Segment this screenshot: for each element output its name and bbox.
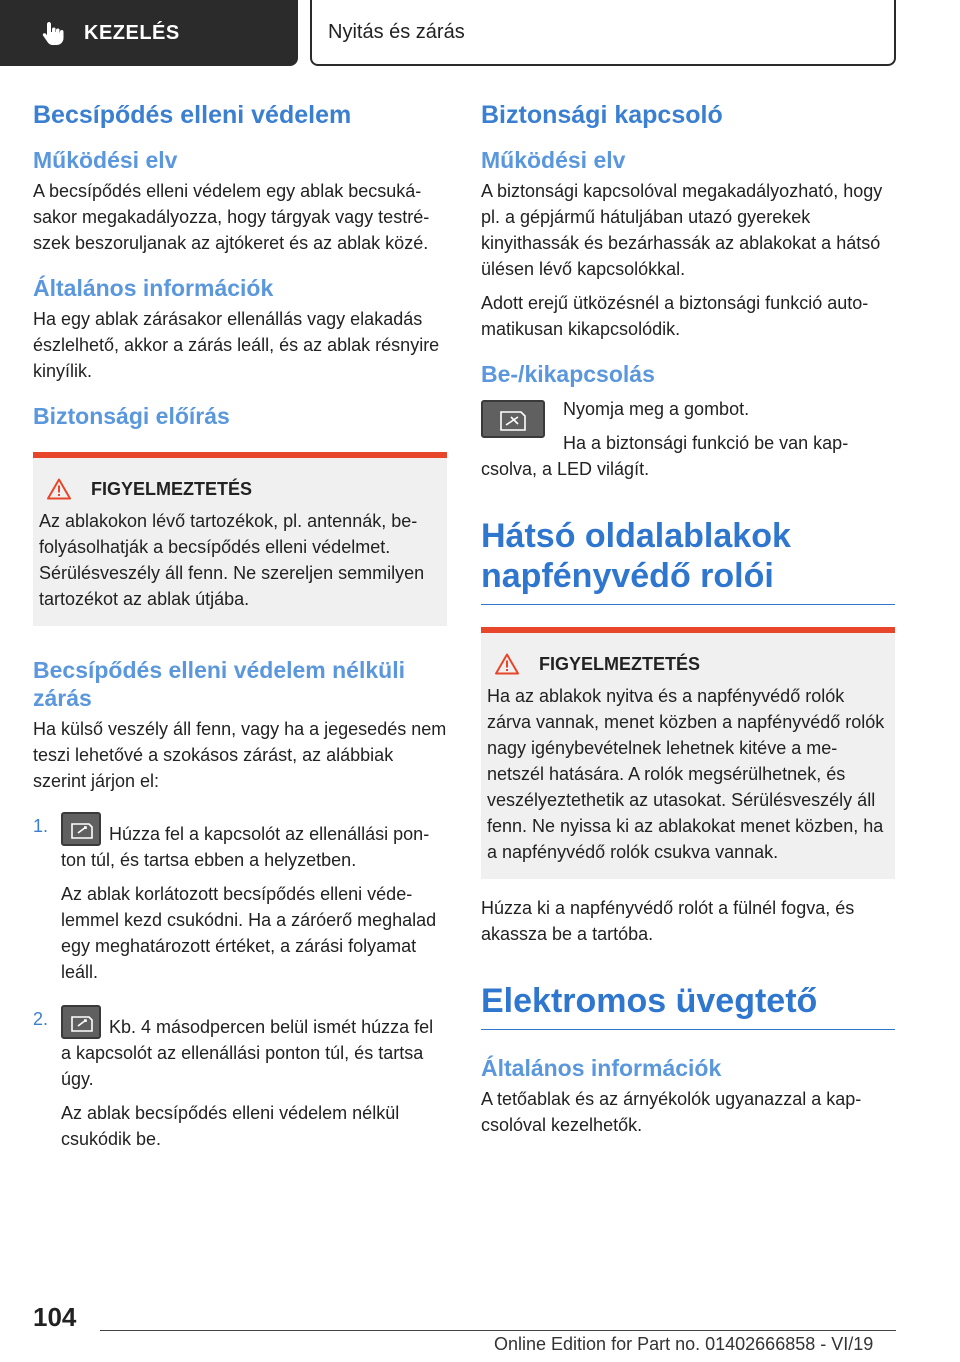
step-number: 2. xyxy=(33,1009,49,1029)
without-protection-heading: Becsípődés elleni védelem nélküli zárás xyxy=(33,657,405,711)
general-info-heading: Általános információk xyxy=(33,275,274,301)
warning-triangle-icon xyxy=(495,653,519,675)
warning-title: FIGYELMEZTETÉS xyxy=(91,478,253,499)
sun-blinds-title: Hátsó oldalablakok napfényvédő rolói xyxy=(481,516,895,605)
without-protection-text: Ha külső veszély áll fenn, vagy ha a jegesedés nem teszi lehetővé a szokásos zárást, az alábbiak szerint járjon el: xyxy=(33,719,447,791)
general-info-text: A tetőablak és az árnyékolók ugyanazzal a kapcsolóval kezelhetők. xyxy=(481,1089,862,1135)
footer-divider xyxy=(100,1330,896,1331)
warning-box xyxy=(33,452,447,626)
safety-heading: Biztonsági előírás xyxy=(33,403,230,429)
hand-pointer-icon xyxy=(40,20,66,46)
page-header xyxy=(0,0,960,66)
principle-heading: Működési elv xyxy=(481,147,626,173)
warning-text: Ha az ablakok nyitva és a napfényvédő rolók zárva vannak, menet közben a napfényvédő rolók nagy igénybevételnek lehetnek kitéve a menetszél hatására. A rolók megsérülhetnek, és veszélyeztethetik az utasokat. Sérülésveszély áll fenn. Ne nyissa ki az ablakokat menet közben, ha a napfényvédő rolók csukva vannak. xyxy=(487,686,885,862)
right-column xyxy=(481,100,895,1138)
step-subtext: Az ablak becsípődés elleni védelem nélkül csukódik be. xyxy=(61,1103,400,1149)
page-footer xyxy=(0,1290,960,1362)
list-item xyxy=(33,1005,447,1152)
pinch-protection-title: Becsípődés elleni védelem xyxy=(33,101,352,129)
list-item xyxy=(33,812,447,985)
principle-text: A becsípődés elleni védelem egy ablak becsukásakor megakadályozza, hogy tárgyak vagy testrészek beszoruljanak az ajtókeret és az ablak közé. xyxy=(33,181,430,253)
warning-title-row xyxy=(39,478,439,500)
general-info-heading: Általános információk xyxy=(481,1055,722,1081)
left-column xyxy=(33,100,447,1172)
step-subtext: Az ablak korlátozott becsípődés elleni védelemmel kezd csukódni. Ha a záróerő meghalad egy meghatározott értéket, a zárási folyamat leáll. xyxy=(61,884,437,982)
toggle-text-1: Nyomja meg a gombot. xyxy=(563,399,750,419)
toggle-block xyxy=(481,396,895,482)
principle-text: A biztonsági kapcsolóval megakadályozható, hogy pl. a gépjármű hátuljában utazó gyerekek kinyithassák és bezárhassák az ablakokat a hátsó ülésen lévő kapcsolókkal. xyxy=(481,181,883,279)
electric-sunroof-title: Elektromos üvegtető xyxy=(481,981,895,1030)
chapter-label: Nyitás és zárás xyxy=(328,20,465,43)
warning-title-row xyxy=(487,653,887,675)
toggle-text-2: Ha a biztonsági funkció be van kapcsolva, a LED világít. xyxy=(481,433,849,479)
warning-box xyxy=(481,627,895,879)
principle-text-2: Adott erejű ütközésnél a biztonsági funkció automatikusan kikapcsolódik. xyxy=(481,293,869,339)
toggle-heading: Be-/kikapcsolás xyxy=(481,361,655,387)
safety-switch-icon xyxy=(481,400,545,438)
step-number: 1. xyxy=(33,816,49,836)
section-tab xyxy=(0,0,298,66)
edition-text: Online Edition for Part no. 01402666858 - VI/19 xyxy=(494,1334,874,1354)
warning-triangle-icon xyxy=(47,478,71,500)
step-text: Kb. 4 másodpercen belül ismét húzza fel a kapcsolót az ellenállási ponton túl, és tartsa úgy. xyxy=(61,1017,434,1089)
principle-heading: Működési elv xyxy=(33,147,178,173)
section-label: KEZELÉS xyxy=(84,21,180,44)
steps-list xyxy=(33,812,447,1152)
chapter-tab xyxy=(310,0,896,66)
warning-text: Az ablakokon lévő tartozékok, pl. antennák, befolyásolhatják a becsípődés elleni védelmet. Sérülésveszély áll fenn. Ne szereljen semmilyen tartozékot az ablak útjába. xyxy=(39,511,425,609)
general-info-text: Ha egy ablak zárásakor ellenállás vagy elakadás észlelhető, akkor a zárás leáll, és az ablak résnyire kinyílik. xyxy=(33,309,440,381)
step-text: Húzza fel a kapcsolót az ellenállási ponton túl, és tartsa ebben a helyzetben. xyxy=(61,824,430,870)
safety-switch-title: Biztonsági kapcsoló xyxy=(481,101,723,129)
warning-title: FIGYELMEZTETÉS xyxy=(539,653,701,674)
sun-blinds-text: Húzza ki a napfényvédő rolót a fülnél fogva, és akassza be a tartóba. xyxy=(481,898,855,944)
window-switch-icon xyxy=(61,1005,101,1039)
window-switch-icon xyxy=(61,812,101,846)
page-number: 104 xyxy=(33,1302,77,1332)
